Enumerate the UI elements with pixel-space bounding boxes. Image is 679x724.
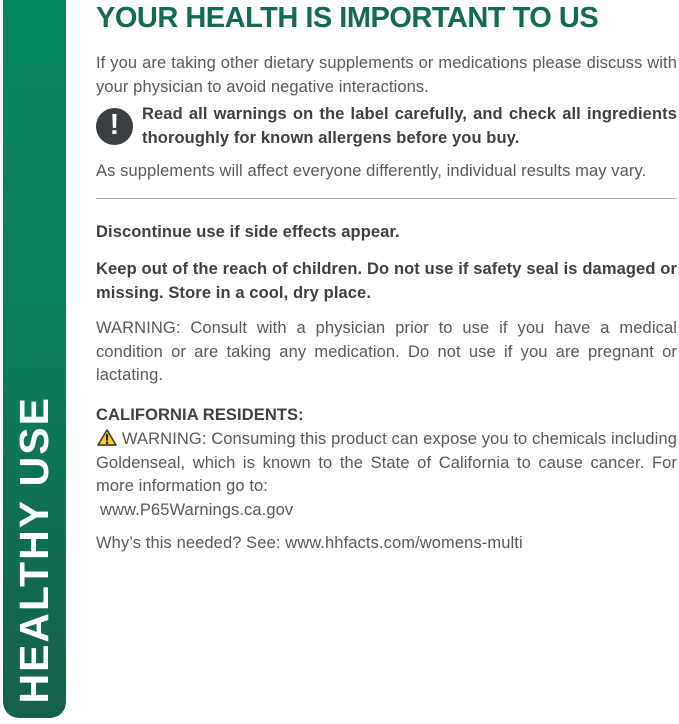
page-title: YOUR HEALTH IS IMPORTANT TO US (96, 2, 599, 34)
physician-warning-paragraph: WARNING: Consult with a physician prior to use if you have a medical condition or are taking any medication. Do not use if you are pregnant or lactating. (96, 319, 677, 384)
california-residents-heading: CALIFORNIA RESIDENTS: (96, 405, 304, 424)
intro-paragraph: If you are taking other dietary supplements or medications please discuss with your physician to avoid negative interactions. (96, 54, 677, 96)
section-divider (96, 198, 677, 199)
results-vary-paragraph: As supplements will affect everyone differently, individual results may vary. (96, 162, 647, 180)
sidebar-label: HEALTHY USE (11, 396, 57, 704)
read-warnings-text: Read all warnings on the label carefully, and check all ingredients thoroughly for known allergens before you buy. (142, 105, 677, 147)
alert-row (96, 103, 677, 150)
p65-warnings-url: www.P65Warnings.ca.gov (100, 500, 294, 519)
exclamation-glyph: ! (109, 109, 120, 141)
california-warning-paragraph (96, 428, 677, 522)
warning-triangle-icon (96, 428, 118, 447)
content-column (96, 0, 677, 556)
sidebar (3, 0, 66, 718)
california-warning-text: WARNING: Consuming this product can expose you to chemicals including Goldenseal, which is known to the State of California to cause cancer. For more information go to: (96, 430, 677, 495)
keep-out-statement: Keep out of the reach of children. Do not use if safety seal is damaged or missing. Store in a cool, dry place. (96, 260, 677, 302)
exclamation-circle-icon (96, 108, 133, 145)
discontinue-statement: Discontinue use if side effects appear. (96, 222, 400, 241)
more-info-line: Why’s this needed? See: www.hhfacts.com/womens-multi (96, 534, 523, 552)
